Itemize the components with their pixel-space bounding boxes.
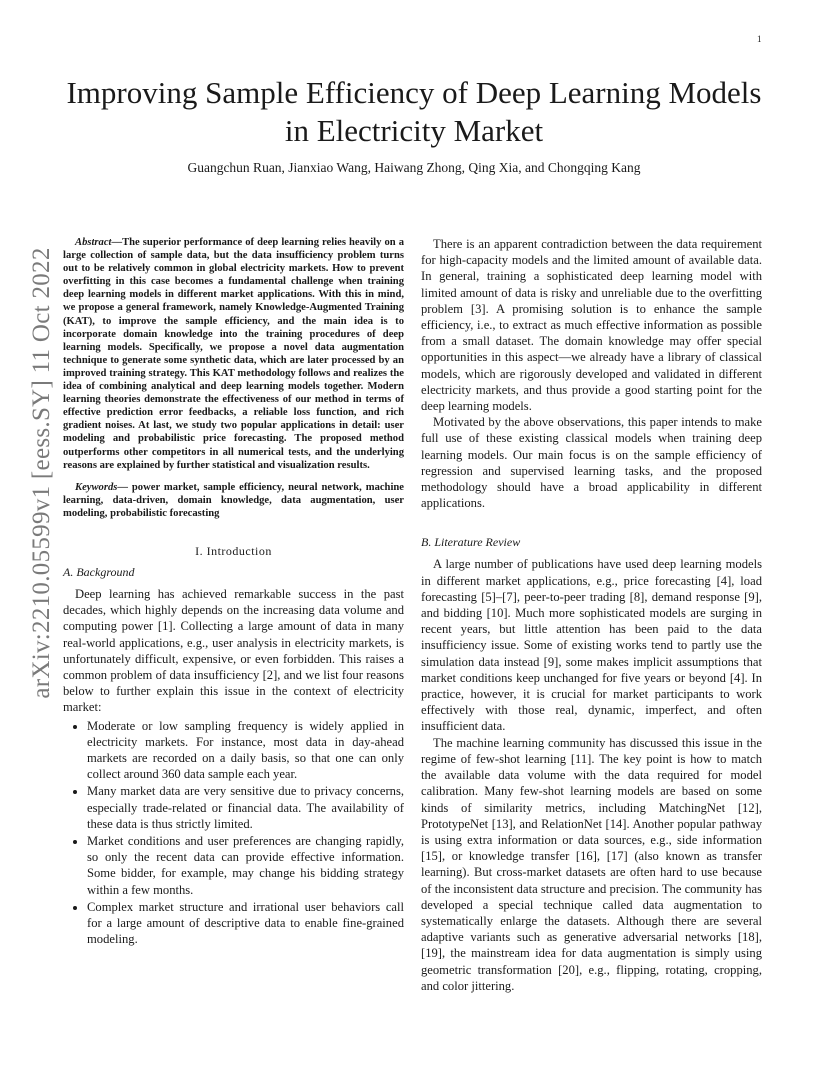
keywords: [63, 481, 404, 520]
left-column: [63, 236, 404, 948]
keywords-text: — power market, sample efficiency, neural network, machine learning, data-driven, domain knowledge, data augmentation, user modeling, probabilistic forecasting: [63, 481, 404, 519]
literature-paragraph-2: The machine learning community has discussed this issue in the regime of few-shot learning [11]. The key point is how to match the available data volume with the data required for model calibration. Many few-shot learning models are based on some kinds of similarity metrics, including MatchingNet [12], PrototypeNet [13], and RelationNet [14]. Another popular pathway is using extra information or data sources, e.g., side information [15], or knowledge transfer [16], [17] (also known as transfer learning). But cross-market datasets are often hard to use because of the inconsistent data structure and precision. The community has developed a special technique called data augmentation to systematically enlarge the datasets. Although there are several adaptive variants such as generative adversarial networks [18], [19], the mainstream idea for data augmentation is simply using geometric transformation [20], e.g., flipping, rotating, cropping, and color jittering.: [421, 735, 762, 993]
arxiv-stamp: [22, 247, 62, 699]
section-heading: I. Introduction: [195, 543, 272, 558]
list-item: • Complex market structure and irrational user behaviors call for a large amount of descriptive data to enable fine-grained modeling.: [87, 899, 404, 948]
motivation-paragraph: Motivated by the above observations, this paper intends to make full use of these existing classical models when training deep learning models. Our main focus is on the sample efficiency of regression and supervised learning tasks, and the proposed methodology should have a broad applicability in different applications.: [421, 415, 762, 511]
subsection-heading-background: A. Background: [63, 564, 135, 579]
right-column: [421, 236, 762, 994]
list-item: • Market conditions and user preferences are changing rapidly, so only the recent data can provide effective information. Some bidder, for example, may change his bidding strategy within a few months.: [87, 833, 404, 898]
contradiction-paragraph: There is an apparent contradiction between the data requirement for high-capacity models and the limited amount of available data. In general, training a sophisticated deep learning model with limited amount of data is risky and unreliable due to the overfitting problem [3]. A promising solution is to enhance the sample efficiency, i.e., to extract as much effective information as possible from a small dataset. The domain knowledge may offer special opportunities in this aspect—we already have a library of classical models, which are rigorously developed and validated in different electricity markets, and thus provide a good starting point for the deep learning models.: [421, 237, 762, 414]
abstract-text: —The superior performance of deep learning relies heavily on a large collection of sample data, but the data insufficiency problem turns out to be relatively common in global electricity markets. How to prevent overfitting in this case becomes a fundamental challenge when training deep learning models in different market applications. With this in mind, we propose a general framework, namely Knowledge-Augmented Training (KAT), to improve the sample efficiency, and the main idea is to incorporate domain knowledge into the training procedures of deep learning models. Specifically, we propose a novel data augmentation technique to generate some synthetic data, which are later processed by an improved training strategy. This KAT methodology follows and realizes the idea of combining analytical and deep learning models together. Modern learning theories demonstrate the effectiveness of our method in terms of effective prediction error feedbacks, a reliable loss function, and rich gradient noises. At last, we study two popular applications in detail: user modeling and probabilistic price forecasting. The proposed method outperforms other competitors in all numerical tests, and the underlying reasons are explained by further statistical and visualization results.: [63, 237, 404, 471]
reasons-list: [63, 718, 404, 948]
paper-title: Improving Sample Efficiency of Deep Learning Models in Electricity Market: [66, 75, 762, 148]
subsection-heading-literature: B. Literature Review: [421, 535, 521, 550]
list-item: • Many market data are very sensitive due to privacy concerns, especially trade-related or financial data. The availability of these data is thus strictly limited.: [87, 783, 404, 832]
keywords-label: Keywords: [75, 481, 118, 493]
abstract: [63, 236, 404, 472]
list-item: • Moderate or low sampling frequency is widely applied in electricity markets. For instance, most data in day-ahead markets are recorded on a daily basis, so that one can only collect around 360 data sample each year.: [87, 718, 404, 783]
literature-paragraph-1: A large number of publications have used deep learning models in different market applications, e.g., price forecasting [4], load forecasting [5]–[7], peer-to-peer trading [8], demand response [9], and bidding [10]. Much more sophisticated models are surging in recent years, but little attention has been paid to the data insufficiency issue. Some of existing works tend to partly use the simulation data instead [9], some makes implicit assumptions that market conditions keep unchanged for five years or beyond [4]. In practice, however, it is crucial for market participants to work effectively with those real, dynamic, imperfect, and often insufficient data.: [421, 557, 762, 734]
abstract-label: Abstract: [75, 237, 112, 248]
background-paragraph: Deep learning has achieved remarkable success in the past decades, which highly depends on the increasing data volume and computing power [1]. Collecting a large amount of data in many real-world applications, e.g., user analysis in electricity markets, is unfortunately difficult, expensive, or even forbidden. This raises a common problem of data insufficiency [2], and we list four reasons below to further explain this issue in the context of electricity market:: [63, 586, 404, 715]
author-list: Guangchun Ruan, Jianxiao Wang, Haiwang Zhong, Qing Xia, and Chongqing Kang: [187, 160, 641, 175]
page-number: 1: [757, 34, 762, 44]
arxiv-stamp-text: arXiv:2210.05599v1 [eess.SY] 11 Oct 2022: [28, 247, 55, 699]
